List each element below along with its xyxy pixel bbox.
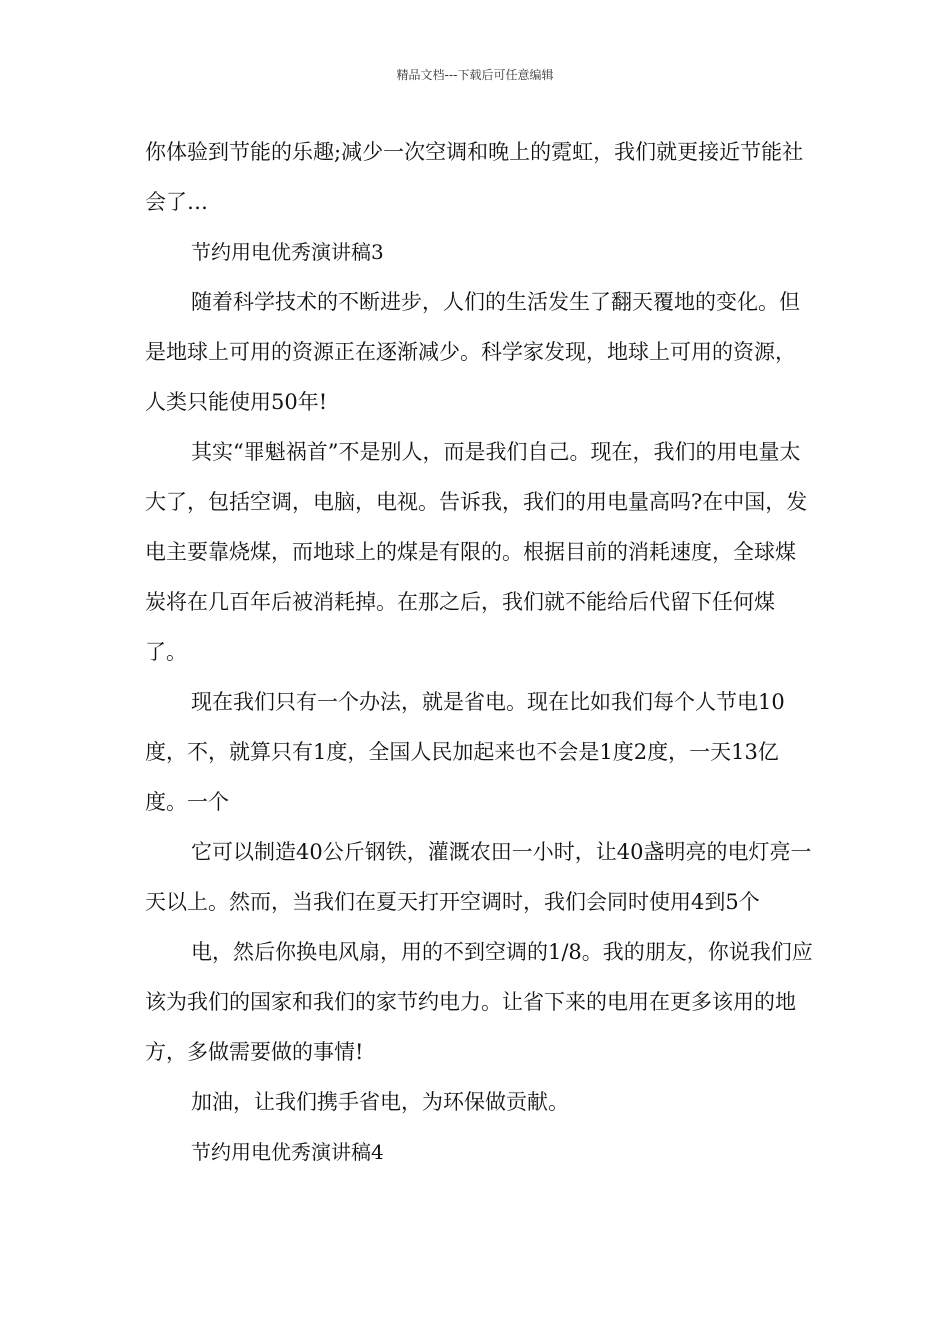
paragraph-5: 它可以制造40公斤钢铁，灌溉农田一小时，让40盏明亮的电灯亮一天以上。然而，当我们在夏天打开空调时，我们会同时使用4到5个: [145, 840, 812, 914]
page-header: 精品文档---下载后可任意编辑: [396, 68, 554, 82]
paragraph-3: 其实“罪魁祸首”不是别人，而是我们自己。现在，我们的用电量太大了，包括空调，电脑，电视。告诉我，我们的用电量高吗?在中国，发电主要靠烧煤，而地球上的煤是有限的。根据目前的消耗速度，全球煤炭将在几百年后被消耗掉。在那之后，我们就不能给后代留下任何煤了。: [145, 440, 808, 664]
paragraph-7: 加油，让我们携手省电，为环保做贡献。: [191, 1090, 569, 1114]
paragraph-2: 随着科学技术的不断进步，人们的生活发生了翻天覆地的变化。但是地球上可用的资源正在逐渐减少。科学家发现，地球上可用的资源，人类只能使用50年!: [145, 290, 800, 414]
paragraph-4: 现在我们只有一个办法，就是省电。现在比如我们每个人节电10度，不，就算只有1度，全国人民加起来也不会是1度2度，一天13亿度。一个: [145, 690, 785, 814]
section-heading-3: 节约用电优秀演讲稿3: [191, 240, 384, 264]
paragraph-1: 你体验到节能的乐趣;减少一次空调和晚上的霓虹，我们就更接近节能社会了…: [145, 140, 804, 214]
document-body: [145, 127, 815, 1177]
paragraph-6: 电，然后你换电风扇，用的不到空调的1/8。我的朋友，你说我们应该为我们的国家和我们的家节约电力。让省下来的电用在更多该用的地方，多做需要做的事情!: [145, 940, 813, 1064]
section-heading-4: 节约用电优秀演讲稿4: [191, 1140, 384, 1164]
